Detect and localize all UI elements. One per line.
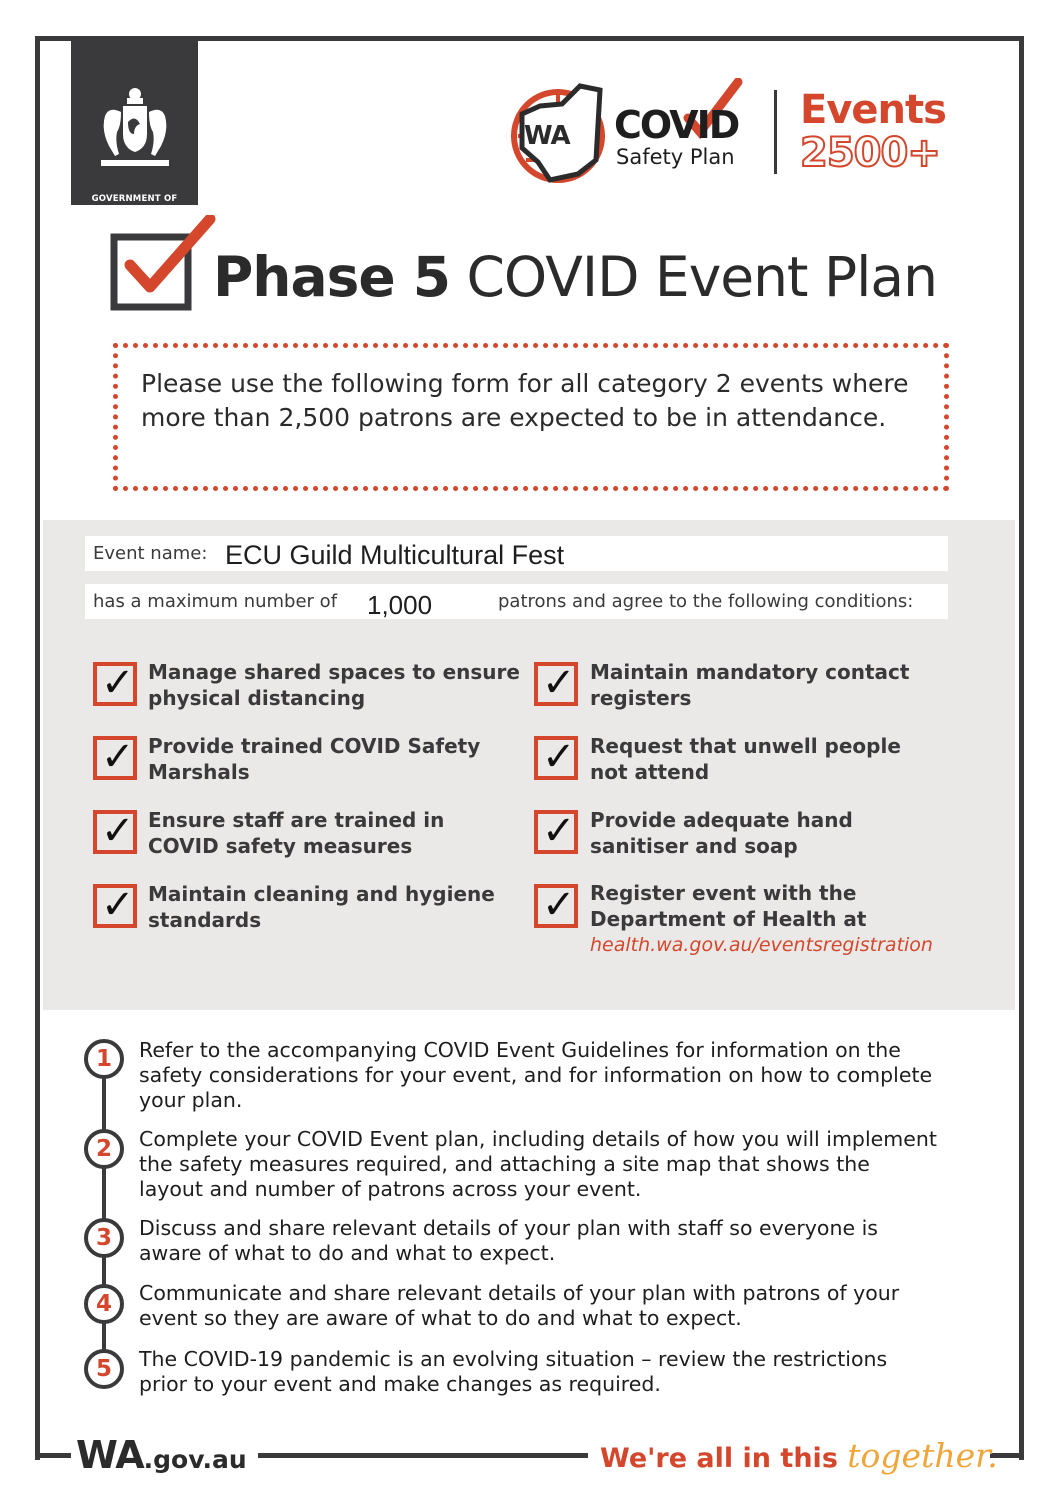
step-number: 1: [84, 1039, 124, 1079]
condition-checkbox[interactable]: [534, 810, 578, 854]
max-patrons-row: [85, 584, 948, 619]
notice-text: Please use the following form for all category 2 events where more than 2,500 patrons are expected to be in attendance.: [141, 369, 909, 432]
condition-label: Request that unwell people not attend: [590, 734, 901, 784]
condition-checkbox[interactable]: [534, 662, 578, 706]
title-bold: Phase 5: [213, 245, 451, 309]
checkbox-checked-icon: [110, 215, 220, 311]
footer-wa-text: WA: [76, 1433, 144, 1477]
step-text: The COVID-19 pandemic is an evolving situation – review the restrictions prior to your event and make changes as required.: [139, 1347, 888, 1396]
condition-label: Provide trained COVID Safety Marshals: [148, 734, 481, 784]
check-mark-icon: ✓: [101, 734, 135, 780]
logo-safety-plan-text: Safety Plan: [616, 145, 735, 169]
condition-label: Maintain cleaning and hygiene standards: [148, 882, 495, 932]
title-rest: COVID Event Plan: [450, 245, 937, 309]
condition-checkbox[interactable]: [93, 736, 137, 780]
condition-checkbox[interactable]: [534, 884, 578, 928]
check-mark-icon: ✓: [542, 660, 576, 706]
step-number: 5: [84, 1349, 124, 1389]
max-patrons-suffix: patrons and agree to the following conditions:: [498, 591, 914, 612]
footer-slogan: [600, 1436, 998, 1475]
condition-checkbox[interactable]: [93, 884, 137, 928]
check-mark-icon: ✓: [101, 882, 135, 928]
slogan-script: together.: [847, 1436, 998, 1475]
government-name: [71, 194, 198, 216]
logo-wa-text: WA: [524, 121, 570, 151]
check-mark-icon: ✓: [101, 808, 135, 854]
condition-checkbox[interactable]: [93, 662, 137, 706]
wa-gov-logo: [76, 1433, 247, 1482]
step-text: Refer to the accompanying COVID Event Guidelines for information on the safety considerations for your event, and for information on how to complete your plan.: [139, 1038, 933, 1112]
check-mark-icon: ✓: [101, 660, 135, 706]
condition-label: Maintain mandatory contact registers: [590, 660, 910, 710]
step-text: Communicate and share relevant details of your plan with patrons of your event so they are aware of what to do and what to expect.: [139, 1281, 900, 1330]
check-mark-icon: ✓: [542, 734, 576, 780]
condition-label: Manage shared spaces to ensure physical distancing: [148, 660, 520, 710]
step-text: Discuss and share relevant details of your plan with staff so everyone is aware of what to do and what to expect.: [139, 1216, 878, 1265]
check-mark-icon: ✓: [542, 808, 576, 854]
step-text: Complete your COVID Event plan, including details of how you will implement the safety measures required, and attaching a site map that shows the layout and number of patrons across your event.: [139, 1127, 937, 1201]
condition-label: Provide adequate hand sanitiser and soap: [590, 808, 853, 858]
max-patrons-field[interactable]: 1,000: [367, 590, 433, 620]
registration-link[interactable]: health.wa.gov.au/eventsregistration: [590, 934, 933, 956]
step-number: 2: [84, 1129, 124, 1169]
condition-checkbox[interactable]: [93, 810, 137, 854]
condition-label: Register event with the Department of Health at: [590, 881, 867, 931]
coat-of-arms-icon: [95, 82, 175, 190]
check-mark-icon: ✓: [542, 882, 576, 928]
footer-domain-text: .gov.au: [143, 1445, 247, 1474]
gov-line-1: GOVERNMENT OF: [91, 194, 178, 204]
condition-checkbox[interactable]: [534, 736, 578, 780]
step-number: 3: [84, 1218, 124, 1258]
events-label: Events: [800, 87, 946, 133]
gov-line-2: WESTERN AUSTRALIA: [81, 205, 188, 215]
condition-label: Ensure staff are trained in COVID safety measures: [148, 808, 445, 858]
footer-rule-left: [35, 1453, 71, 1458]
step-number: 4: [84, 1284, 124, 1324]
event-name-field[interactable]: ECU Guild Multicultural Fest: [225, 540, 565, 570]
event-name-row: [85, 536, 948, 571]
footer-rule-middle: [258, 1453, 588, 1458]
max-patrons-label: has a maximum number of: [93, 591, 338, 612]
event-name-label: Event name:: [93, 543, 208, 564]
logo-divider: [774, 90, 777, 174]
events-number: 2500+: [800, 130, 940, 176]
page-title: [213, 242, 937, 312]
logo-covid-text: COVID: [614, 103, 739, 147]
government-logo: [71, 36, 198, 215]
slogan-text: We're all in this: [600, 1443, 848, 1474]
